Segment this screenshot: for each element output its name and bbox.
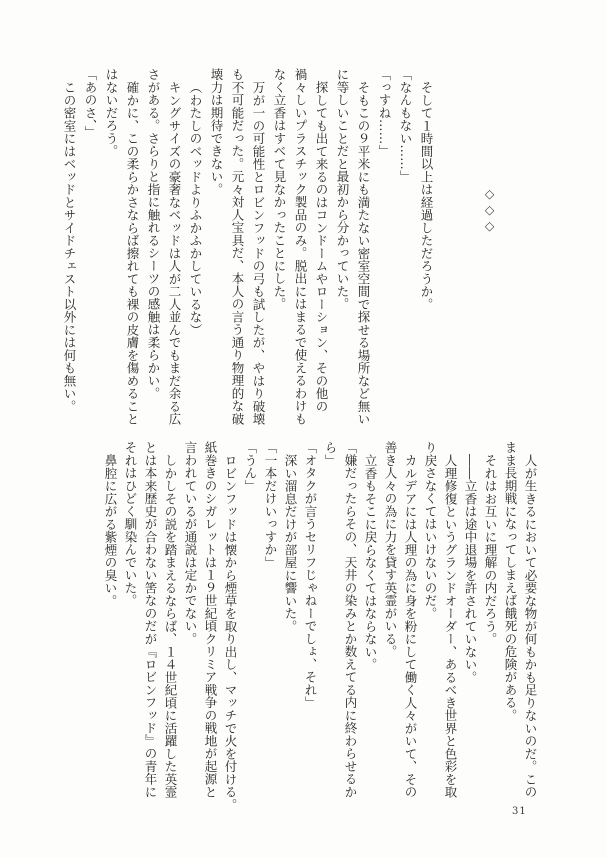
text-column: ロビンフッドは懐から煙草を取り出し、マッチで火を付ける。 bbox=[223, 453, 238, 811]
text-column: 「っすね……」 bbox=[377, 68, 392, 158]
text-column: カルデアには人理の為に身を粉にして働く人々がいて、その bbox=[403, 453, 418, 798]
text-column: この密室にはベッドとサイドチェスト以外には何も無い。 bbox=[62, 80, 77, 413]
text-column: それはひどく馴染んでいた。 bbox=[123, 441, 138, 607]
text-column: 「オタクが言うセリフじゃねーでしょ、それ」 bbox=[303, 441, 318, 709]
empty-column bbox=[458, 68, 479, 430]
text-column: 「嫌だったらその、天井の染みとか数えてる内に終わらせるか bbox=[343, 441, 358, 798]
text-column: まま長期戦になってしまえば餓死の危険がある。 bbox=[503, 441, 518, 722]
text-column: さがある。さらりと指に触れるシーツの感触は柔らかい。 bbox=[146, 68, 161, 400]
text-column: ――立香は途中退場を許されていない。 bbox=[463, 453, 478, 684]
text-column: ら」 bbox=[323, 441, 338, 467]
text-column: 「あのさ、」 bbox=[83, 68, 98, 139]
text-column: はないだろう。 bbox=[104, 68, 119, 158]
text-column: り戻さなくてはいけないのだ。 bbox=[423, 441, 438, 620]
text-column: それはお互いに理解の内だろう。 bbox=[483, 453, 498, 645]
text-column: 立香もそこに戻らなくてはならない。 bbox=[363, 453, 378, 671]
text-column: 「うん」 bbox=[243, 441, 258, 492]
page-number: 31 bbox=[512, 806, 527, 817]
text-column: 万が一の可能性とロビンフッドの弓も試したが、やはり破壊 bbox=[251, 80, 266, 425]
text-column: に等しいことだと最初から分かっていた。 bbox=[335, 68, 350, 311]
text-column: 紙巻きのシガレットは１９世紀頃クリミア戦争の戦地が起源と bbox=[203, 441, 218, 798]
text-column: そして１時間以上は経過しただろうか。 bbox=[419, 80, 434, 311]
text-column: も不可能だった。元々対人宝具だ、本人の言う通り物理的な破 bbox=[230, 68, 245, 425]
text-column: 深い溜息だけが部屋に響いた。 bbox=[283, 453, 298, 633]
text-column: 人が生きるにおいて必要な物が何もかも足りないのだ。この bbox=[523, 453, 538, 798]
text-column: 人理修復というグランドオーダー、あるべき世界と色彩を取 bbox=[443, 453, 458, 798]
section-divider: ◇◇◇ bbox=[482, 186, 497, 234]
text-column: 探しても出て来るのはコンドームやローション、その他の bbox=[314, 80, 329, 413]
text-column: とは本来歴史が合わない筈なのだが『ロビンフッド』の青年に bbox=[143, 441, 158, 798]
text-column: そもこの９平米にも満たない密室空間で探せる場所など無い bbox=[356, 80, 371, 425]
text-column: 言われているが通説は定かでない。 bbox=[183, 441, 198, 645]
text-column: （わたしのベッドよりふかふかしているな） bbox=[188, 80, 203, 336]
text-column: 「なんもない……」 bbox=[398, 68, 413, 183]
text-column: 確かに、この柔らかさならば擦れても裸の皮膚を傷めること bbox=[125, 80, 140, 425]
text-column: 壊力は期待できない。 bbox=[209, 68, 224, 196]
upper-text-block bbox=[59, 68, 500, 430]
text-column: なく立香はすべて見なかったことにした。 bbox=[272, 68, 287, 311]
text-column: キングサイズの豪奢なベッドは人が二人並んでもまだ余る広 bbox=[167, 80, 182, 425]
text-column: 鼻腔に広がる紫煙の臭い。 bbox=[103, 453, 118, 607]
text-column: 「一本だけいっすか」 bbox=[263, 441, 278, 569]
text-column: 善き人々の為に力を貸す英霊がいる。 bbox=[383, 441, 398, 658]
lower-text-block bbox=[100, 441, 540, 811]
text-column: 禍々しいプラスチック製品のみ。脱出にはまるで使えるわけも bbox=[293, 68, 308, 425]
text-column: しかしその説を踏まえるならば、１４世紀頃に活躍した英霊 bbox=[163, 453, 178, 798]
empty-column bbox=[437, 68, 458, 430]
